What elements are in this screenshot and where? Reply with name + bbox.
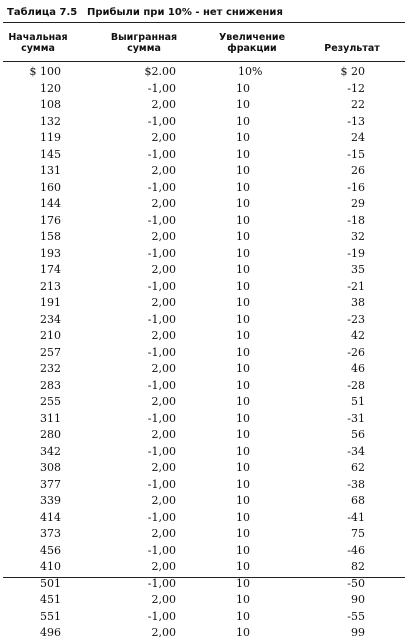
start-sum-cell: 176 [40, 213, 61, 227]
fraction-cell: 10 [236, 576, 250, 590]
result-cell: 38 [351, 296, 365, 309]
start-sum-cell: 308 [40, 461, 61, 474]
won-sum-cell: -1,00 [147, 543, 176, 557]
result-cell: 99 [351, 626, 365, 639]
start-sum-cell: 496 [40, 626, 61, 639]
start-sum-cell: 144 [40, 197, 61, 210]
won-sum-cell: 2,00 [151, 428, 176, 441]
header-fraction-increase-line1: Увеличение [218, 32, 286, 43]
start-sum-cell: 158 [40, 230, 61, 243]
start-sum-cell: 120 [40, 81, 61, 95]
start-sum-cell: 132 [40, 114, 61, 128]
fraction-cell: 10 [236, 345, 250, 359]
table-row [0, 559, 408, 576]
table-row [0, 81, 408, 98]
won-sum-cell: -1,00 [147, 576, 176, 590]
start-sum-cell: 160 [40, 180, 61, 194]
start-sum-cell: 311 [40, 411, 61, 425]
won-sum-cell: -1,00 [147, 180, 176, 194]
table-title: Прибыли при 10% - нет снижения [87, 7, 283, 18]
result-cell: 56 [351, 428, 365, 441]
fraction-cell: 10 [236, 197, 250, 210]
result-cell: 35 [351, 263, 365, 276]
start-sum-cell: 456 [40, 543, 61, 557]
fraction-cell: 10 [236, 246, 250, 260]
table-row [0, 196, 408, 213]
won-sum-cell: 2,00 [151, 527, 176, 540]
result-cell: 26 [351, 164, 365, 177]
result-cell: 24 [351, 131, 365, 144]
table-row [0, 147, 408, 164]
start-sum-cell: 373 [40, 527, 61, 540]
table-row [0, 625, 408, 642]
header-fraction-increase-line2: фракции [227, 43, 277, 54]
table-row [0, 229, 408, 246]
result-cell: -38 [347, 477, 365, 491]
table-row [0, 427, 408, 444]
result-cell: 68 [351, 494, 365, 507]
table-body [0, 64, 408, 642]
start-sum-cell: 213 [40, 279, 61, 293]
header-won-sum-line1: Выигранная [110, 32, 178, 43]
fraction-cell: 10 [236, 593, 250, 606]
table-row [0, 345, 408, 362]
fraction-cell: 10 [236, 296, 250, 309]
table-row [0, 460, 408, 477]
won-sum-cell: -1,00 [147, 147, 176, 161]
won-sum-cell: -1,00 [147, 444, 176, 458]
table-row [0, 411, 408, 428]
result-cell: -31 [347, 411, 365, 425]
start-sum-cell: 280 [40, 428, 61, 441]
start-sum-cell: 501 [40, 576, 61, 590]
table-row [0, 262, 408, 279]
won-sum-cell: 2,00 [151, 263, 176, 276]
table-row [0, 295, 408, 312]
table-number: Таблица 7.5 [7, 7, 78, 18]
won-sum-cell: -1,00 [147, 81, 176, 95]
fraction-cell: 10 [236, 477, 250, 491]
result-cell: -50 [347, 576, 365, 590]
won-sum-cell: 2,00 [151, 230, 176, 243]
table-row [0, 312, 408, 329]
top-rule [3, 22, 405, 23]
fraction-cell: 10 [236, 98, 250, 111]
fraction-cell: 10 [236, 494, 250, 507]
result-cell: 46 [351, 362, 365, 375]
result-cell: -23 [347, 312, 365, 326]
table-row [0, 609, 408, 626]
fraction-cell: 10 [236, 527, 250, 540]
start-sum-cell: $ 100 [29, 65, 61, 78]
table-row [0, 526, 408, 543]
table-row [0, 328, 408, 345]
fraction-cell: 10 [236, 411, 250, 425]
won-sum-cell: 2,00 [151, 395, 176, 408]
result-cell: $ 20 [340, 65, 365, 78]
won-sum-cell: 2,00 [151, 164, 176, 177]
table-row [0, 543, 408, 560]
start-sum-cell: 131 [40, 164, 61, 177]
bottom-rule [3, 577, 405, 578]
start-sum-cell: 174 [40, 263, 61, 276]
table-row [0, 64, 408, 81]
fraction-cell: 10 [236, 543, 250, 557]
won-sum-cell: 2,00 [151, 560, 176, 573]
won-sum-cell: -1,00 [147, 378, 176, 392]
start-sum-cell: 210 [40, 329, 61, 342]
header-fraction-increase [212, 32, 292, 54]
result-cell: -28 [347, 378, 365, 392]
won-sum-cell: -1,00 [147, 411, 176, 425]
won-sum-cell: -1,00 [147, 609, 176, 623]
result-cell: -13 [347, 114, 365, 128]
table-row [0, 114, 408, 131]
table-row [0, 444, 408, 461]
start-sum-cell: 145 [40, 147, 61, 161]
fraction-cell: 10 [236, 114, 250, 128]
result-cell: 90 [351, 593, 365, 606]
won-sum-cell: 2,00 [151, 98, 176, 111]
start-sum-cell: 377 [40, 477, 61, 491]
fraction-cell: 10 [236, 444, 250, 458]
fraction-cell: 10 [236, 147, 250, 161]
won-sum-cell: 2,00 [151, 329, 176, 342]
won-sum-cell: 2,00 [151, 131, 176, 144]
fraction-cell: 10 [236, 395, 250, 408]
table-caption [7, 7, 283, 18]
won-sum-cell: 2,00 [151, 494, 176, 507]
start-sum-cell: 255 [40, 395, 61, 408]
table-row [0, 163, 408, 180]
fraction-cell: 10 [236, 362, 250, 375]
start-sum-cell: 551 [40, 609, 61, 623]
result-cell: -15 [347, 147, 365, 161]
start-sum-cell: 232 [40, 362, 61, 375]
fraction-cell: 10 [236, 510, 250, 524]
result-cell: -41 [347, 510, 365, 524]
result-cell: 42 [351, 329, 365, 342]
fraction-cell: 10 [236, 560, 250, 573]
result-cell: -46 [347, 543, 365, 557]
result-cell: -34 [347, 444, 365, 458]
table-row [0, 246, 408, 263]
start-sum-cell: 234 [40, 312, 61, 326]
header-won-sum [104, 32, 184, 54]
result-cell: 82 [351, 560, 365, 573]
start-sum-cell: 108 [40, 98, 61, 111]
result-cell: -19 [347, 246, 365, 260]
result-cell: -16 [347, 180, 365, 194]
result-cell: -26 [347, 345, 365, 359]
table-row [0, 213, 408, 230]
fraction-cell: 10 [236, 230, 250, 243]
won-sum-cell: 2,00 [151, 626, 176, 639]
table-row [0, 493, 408, 510]
fraction-cell: 10 [236, 461, 250, 474]
fraction-cell: 10 [236, 626, 250, 639]
header-rule [3, 61, 405, 62]
table-row [0, 510, 408, 527]
fraction-cell: 10 [236, 279, 250, 293]
header-won-sum-line2: сумма [127, 43, 161, 54]
table-row [0, 361, 408, 378]
fraction-cell: 10 [236, 131, 250, 144]
fraction-cell: 10 [236, 428, 250, 441]
result-cell: 32 [351, 230, 365, 243]
fraction-cell: 10 [236, 213, 250, 227]
header-start-sum-line2: сумма [21, 43, 55, 54]
table-row [0, 97, 408, 114]
won-sum-cell: -1,00 [147, 312, 176, 326]
won-sum-cell: 2,00 [151, 461, 176, 474]
table-row [0, 130, 408, 147]
won-sum-cell: -1,00 [147, 345, 176, 359]
start-sum-cell: 283 [40, 378, 61, 392]
table-row [0, 378, 408, 395]
won-sum-cell: -1,00 [147, 213, 176, 227]
fraction-cell: 10 [236, 609, 250, 623]
table-row [0, 279, 408, 296]
won-sum-cell: -1,00 [147, 510, 176, 524]
result-cell: -55 [347, 609, 365, 623]
result-cell: 75 [351, 527, 365, 540]
start-sum-cell: 410 [40, 560, 61, 573]
result-cell: 22 [351, 98, 365, 111]
start-sum-cell: 451 [40, 593, 61, 606]
won-sum-cell: -1,00 [147, 279, 176, 293]
won-sum-cell: -1,00 [147, 114, 176, 128]
result-cell: -18 [347, 213, 365, 227]
fraction-cell: 10 [236, 263, 250, 276]
fraction-cell: 10% [238, 65, 263, 78]
table-row [0, 394, 408, 411]
table-row [0, 180, 408, 197]
fraction-cell: 10 [236, 329, 250, 342]
won-sum-cell: 2,00 [151, 296, 176, 309]
table-row [0, 477, 408, 494]
fraction-cell: 10 [236, 164, 250, 177]
fraction-cell: 10 [236, 180, 250, 194]
won-sum-cell: 2,00 [151, 197, 176, 210]
start-sum-cell: 191 [40, 296, 61, 309]
fraction-cell: 10 [236, 378, 250, 392]
result-cell: -21 [347, 279, 365, 293]
won-sum-cell: -1,00 [147, 477, 176, 491]
start-sum-cell: 342 [40, 444, 61, 458]
start-sum-cell: 119 [40, 131, 61, 144]
header-result: Результат [324, 43, 380, 54]
header-start-sum [6, 32, 70, 54]
start-sum-cell: 339 [40, 494, 61, 507]
won-sum-cell: 2,00 [151, 593, 176, 606]
result-cell: 29 [351, 197, 365, 210]
won-sum-cell: $2.00 [144, 65, 176, 78]
won-sum-cell: 2,00 [151, 362, 176, 375]
header-start-sum-line1: Начальная [8, 32, 68, 43]
result-cell: 62 [351, 461, 365, 474]
result-cell: 51 [351, 395, 365, 408]
start-sum-cell: 257 [40, 345, 61, 359]
start-sum-cell: 414 [40, 510, 61, 524]
result-cell: -12 [347, 81, 365, 95]
fraction-cell: 10 [236, 312, 250, 326]
start-sum-cell: 193 [40, 246, 61, 260]
table-row [0, 592, 408, 609]
won-sum-cell: -1,00 [147, 246, 176, 260]
fraction-cell: 10 [236, 81, 250, 95]
